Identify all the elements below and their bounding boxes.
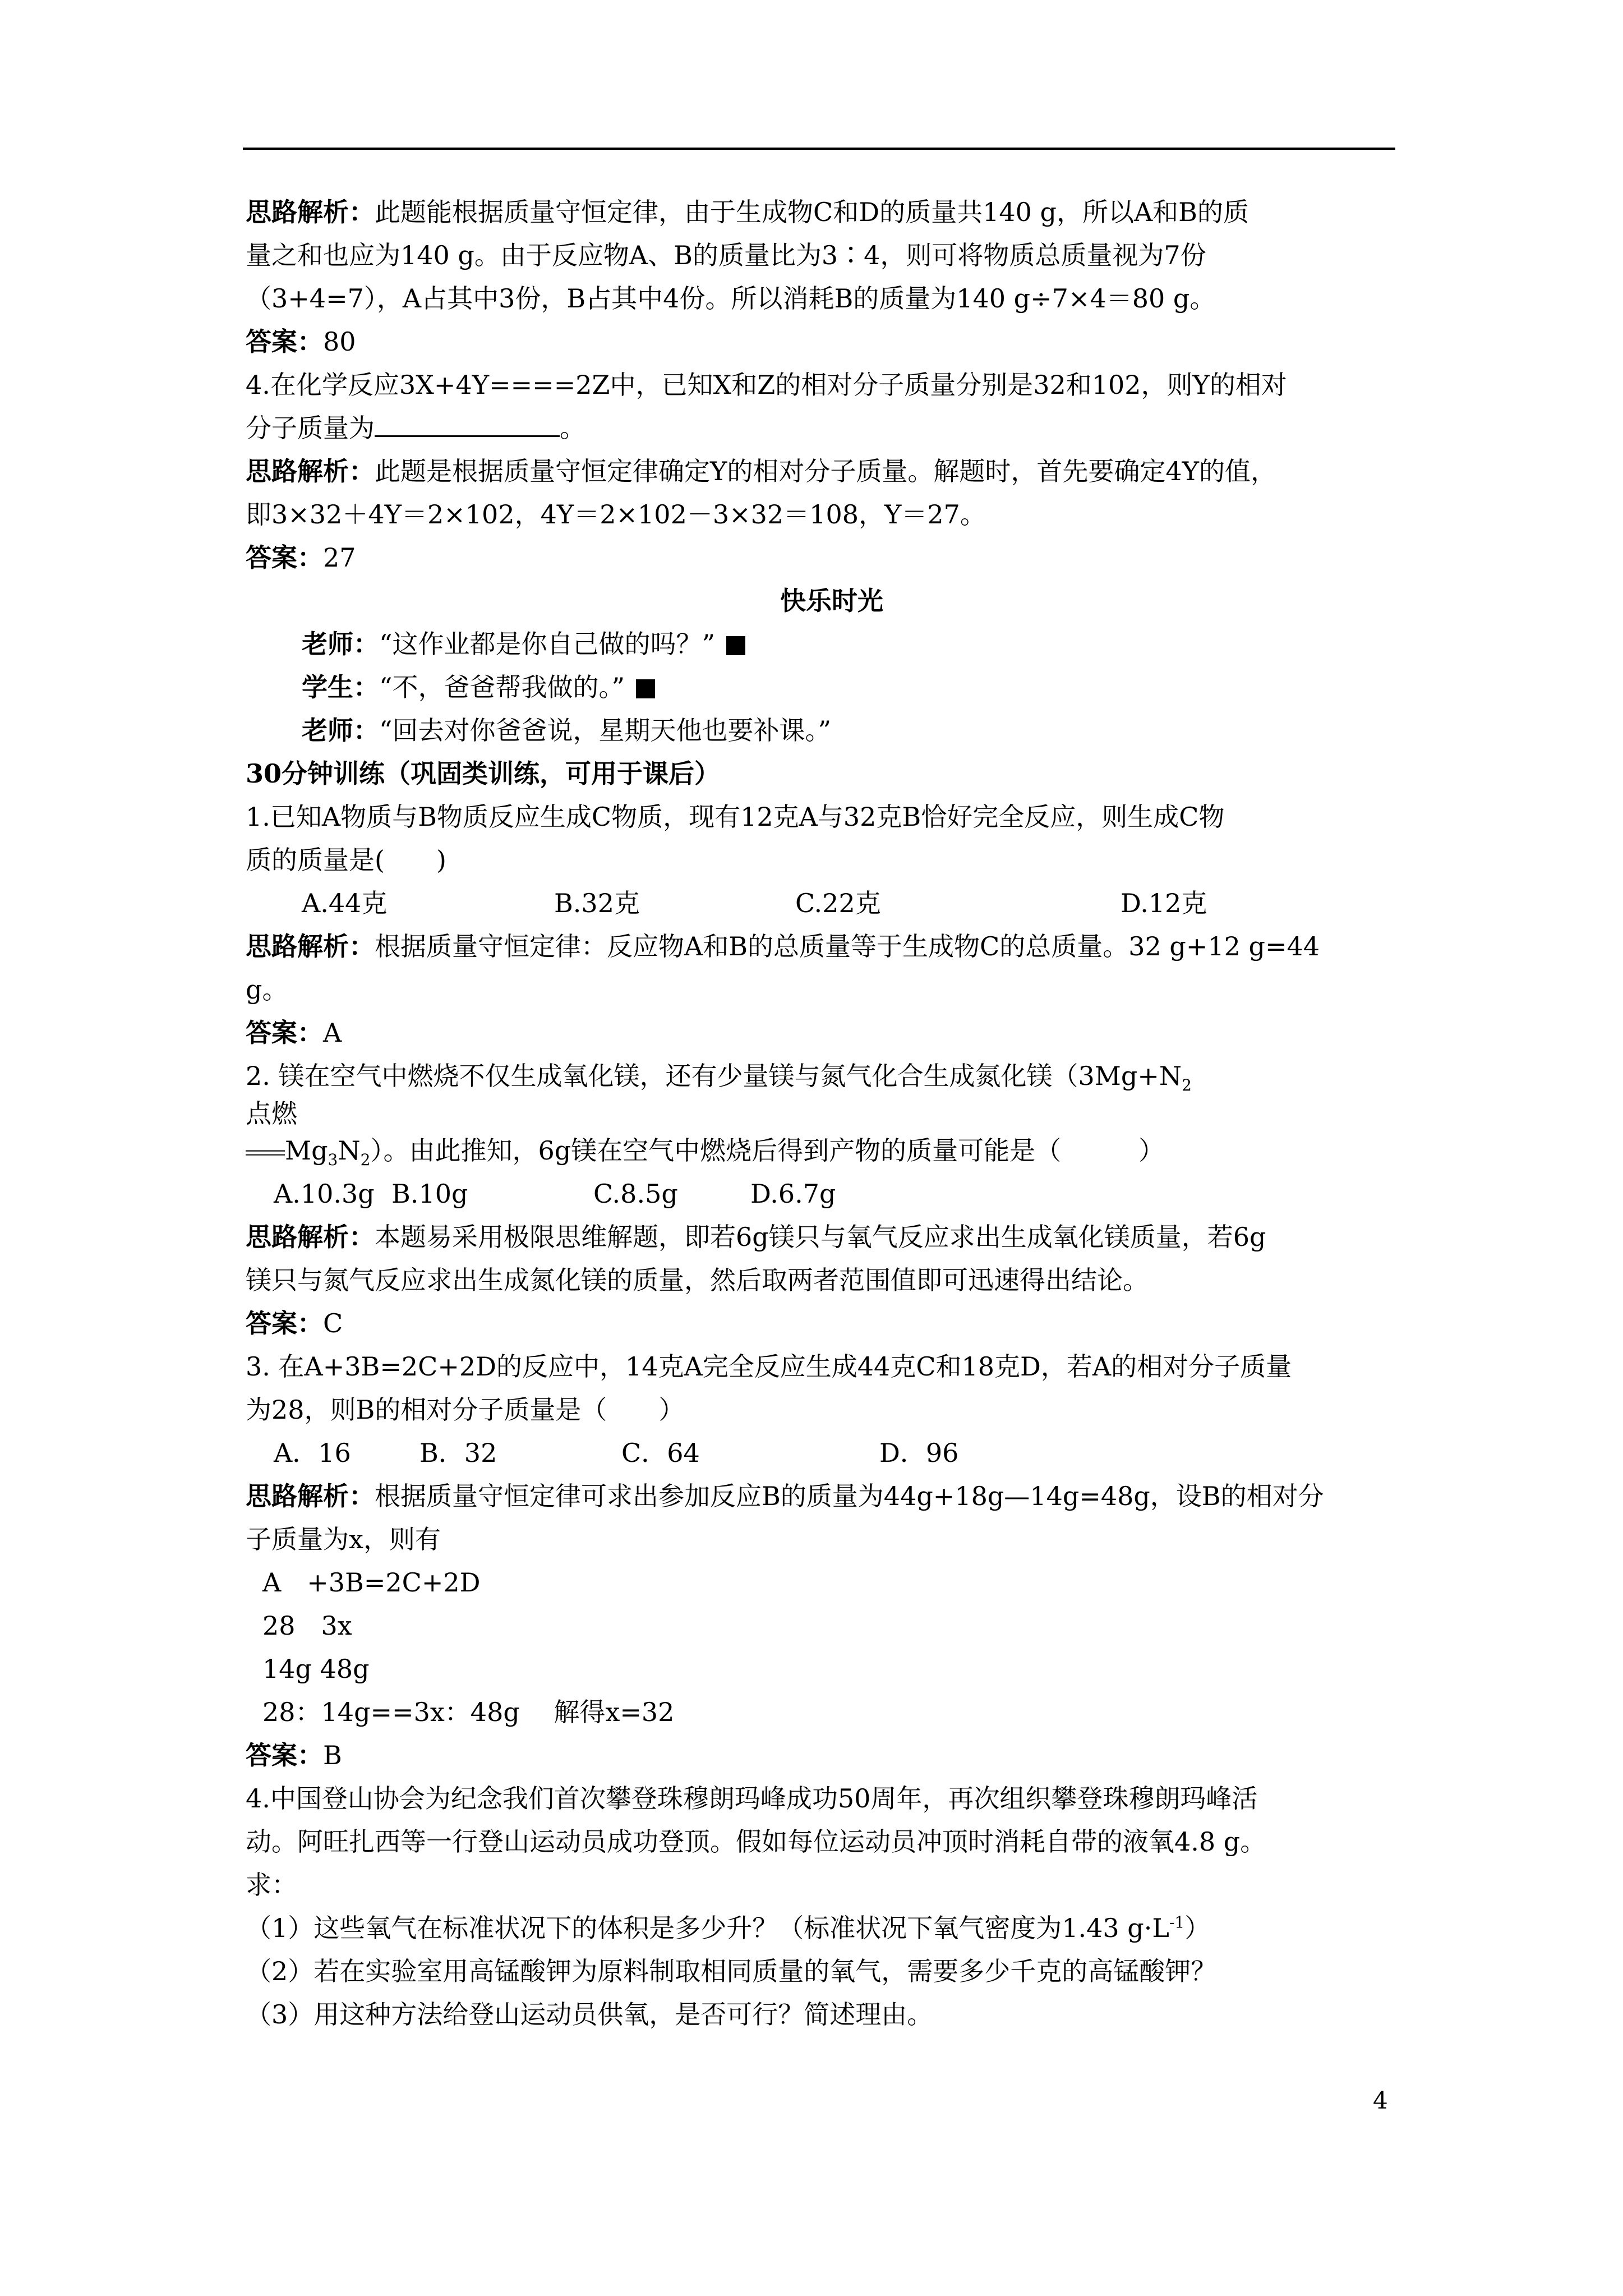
page-number: 4 [1373, 2087, 1388, 2114]
square-mark-icon [636, 679, 655, 698]
q2-condition: 点燃 [246, 1098, 297, 1129]
q4-sub-question: （2）若在实验室用高锰酸钾为原料制取相同质量的氧气，需要多少千克的高锰酸钾？ [246, 1956, 1217, 1986]
q3-line: 3. 在A+3B=2C+2D的反应中，14克A完全反应生成44克C和18克D，若A的相对分子质量 [246, 1351, 1292, 1382]
reaction-equals-icon [246, 1150, 285, 1156]
text-line: 量之和也应为140 g。由于反应物A、B的质量比为3∶4，则可将物质总质量视为7份 [246, 240, 1206, 270]
q4-line: 求： [246, 1870, 297, 1900]
joke-line: 老师：“回去对你爸爸说，星期天他也要补课。” [302, 715, 832, 746]
q3-calc: 28 3x [262, 1611, 352, 1641]
q3-answer: 答案：B [246, 1740, 342, 1770]
q3-calc: A +3B=2C+2D [262, 1567, 481, 1598]
q2-answer: 答案：C [246, 1308, 343, 1338]
text-line: （3+4=7），A占其中3份，B占其中4份。所以消耗B的质量为140 g÷7×4＝80 g。 [246, 283, 1216, 314]
q1-analysis: 思路解析：根据质量守恒定律：反应物A和B的总质量等于生成物C的总质量。32 g+12 g=44 [246, 931, 1320, 961]
q1-options: A.44克 B.32克 C.22克 D.12克 [302, 888, 1207, 918]
joke-line: 学生：“不，爸爸帮我做的。” [246, 666, 1418, 709]
joke-line: 老师：“这作业都是你自己做的吗？” [246, 623, 1418, 666]
q2-options: A.10.3g B.10g C.8.5g D.6.7g [274, 1179, 836, 1209]
q1-answer: 答案：A [246, 1018, 342, 1048]
q4-line: 动。阿旺扎西等一行登山运动员成功登顶。假如每位运动员冲顶时消耗自带的液氧4.8 g。 [246, 1826, 1266, 1857]
q2-analysis: 镁只与氮气反应求出生成氮化镁的质量，然后取两者范围值即可迅速得出结论。 [246, 1265, 1149, 1295]
q3-calc: 14g 48g [262, 1654, 370, 1684]
q1-analysis: g。 [246, 974, 288, 1005]
q4-sub-question: （3）用这种方法给登山运动员供氧，是否可行？简述理由。 [246, 1999, 933, 2030]
section-title: 30分钟训练（巩固类训练，可用于课后） [246, 758, 721, 789]
square-mark-icon [726, 636, 745, 655]
question-line: 4.在化学反应3X+4Y====2Z中，已知X和Z的相对分子质量分别是32和102，则Y的相对 [246, 370, 1287, 400]
page-content [246, 191, 1418, 2036]
q2-line: 2. 镁在空气中燃烧不仅生成氧化镁，还有少量镁与氮气化合生成氮化镁（$3Mg+N_2$ [246, 1061, 1192, 1095]
header-rule [243, 148, 1395, 150]
text-line: 即3×32＋4Y＝2×102，4Y＝2×102－3×32＝108，Y＝27。 [246, 499, 986, 530]
analysis-line: 思路解析：此题是根据质量守恒定律确定Y的相对分子质量。解题时，首先要确定4Y的值， [246, 456, 1277, 486]
q2-analysis: 思路解析：本题易采用极限思维解题，即若6g镁只与氧气反应求出生成氧化镁质量，若6g [246, 1222, 1266, 1252]
answer-line: 答案：80 [246, 326, 356, 357]
q3-line: 为28，则B的相对分子质量是（ ） [246, 1395, 685, 1425]
q1-line: 1.已知A物质与B物质反应生成C物质，现有12克A与32克B恰好完全反应，则生成C物 [246, 802, 1225, 832]
answer-line: 答案：27 [246, 542, 356, 573]
q3-options: A．16 B．32 C．64 D．96 [274, 1438, 959, 1468]
q4-sub-question: （1）这些氧气在标准状况下的体积是多少升？（标准状况下氧气密度为1.43 $g\cdot L^{-1}$） [246, 1913, 1211, 1943]
q3-analysis: 子质量为x，则有 [246, 1524, 441, 1554]
q1-line: 质的质量是( ) [246, 845, 446, 875]
q4-line: 4.中国登山协会为纪念我们首次攀登珠穆朗玛峰成功50周年，再次组织攀登珠穆朗玛峰活 [246, 1783, 1258, 1814]
q3-calc: 28：14g==3x：48g 解得x=32 [262, 1697, 675, 1727]
question-line: 分子质量为 。 [246, 407, 1418, 450]
text-line: 思路解析：此题能根据质量守恒定律，由于生成物C和D的质量共140 g，所以A和B的质 [246, 197, 1249, 227]
joke-title: 快乐时光 [780, 586, 883, 616]
q3-analysis: 思路解析：根据质量守恒定律可求出参加反应B的质量为44g+18g—14g=48g，设B的相对分 [246, 1481, 1324, 1511]
answer-blank [375, 411, 560, 437]
q2-line: $Mg_3N_2$）。由此推知，6g镁在空气中燃烧后得到产物的质量可能是（ ） [246, 1129, 1418, 1172]
